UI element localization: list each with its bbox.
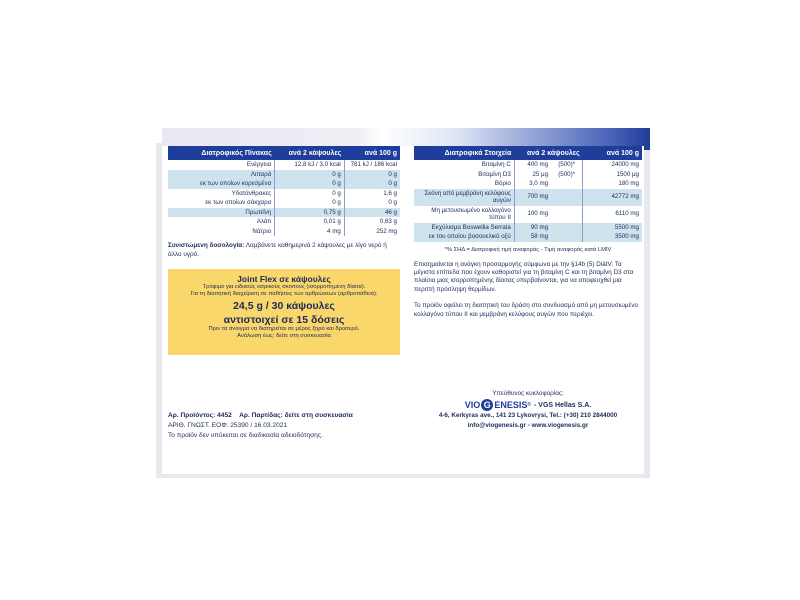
nutrition-row xyxy=(168,170,400,180)
nutrition-per100: 0,63 g xyxy=(344,217,400,227)
nutrition-per100: 0 g xyxy=(344,198,400,208)
nutrition-header-per100: ανά 100 g xyxy=(344,146,400,160)
nutrients-rv xyxy=(551,223,583,233)
nutrients-label: εκ του οποίου βοσουελικό οξύ xyxy=(414,232,514,242)
responsible-label: Υπεύθυνος κυκλοφορίας: xyxy=(492,390,564,397)
nutrition-row xyxy=(168,179,400,189)
nutrition-label: Ενέργεια xyxy=(246,161,272,168)
nutrition-header-label: Διατροφικός Πίνακας xyxy=(168,146,275,160)
nutrition-table xyxy=(168,146,400,236)
adjustment-note: Επισημαίνεται η ανάγκη προσαρμογής σύμφωνα με την §14b (5) DiätV: Τα μέγιστα επίπεδα που έχουν καθοριστεί για τη βιταμίνη C και τη βιταμίνη D3 στα πλαίσια μιας ισορροπημένης δίαιτας υπερβαίνονται, για να αποφευχθεί μια περιττή πρόσληψη θερμίδων. xyxy=(414,260,634,293)
nutrients-body xyxy=(414,160,642,242)
nutrition-per100: 252 mg xyxy=(344,227,400,237)
nutrition-label: Νάτριο xyxy=(252,227,272,235)
eof-number: ΑΡΙΘ. ΓΝΩΣΤ. ΕΟΦ: 25390 / 16.03.2021 xyxy=(168,422,288,429)
nutrition-row xyxy=(168,227,400,237)
nutrition-per100: 46 g xyxy=(344,208,400,218)
nutrients-row xyxy=(414,179,642,189)
product-line-3: Πριν τα άνοιγμα να διατηρείται σε μέρος ξηρό και δροσερό. xyxy=(208,326,360,332)
nutrition-row xyxy=(168,217,400,227)
nutrition-label: εκ των οποίων σάκχαρα xyxy=(205,199,272,206)
nutrition-per2: 0,01 g xyxy=(275,217,345,227)
nutrients-rv xyxy=(551,232,583,242)
nutrients-header-per100: ανά 100 g xyxy=(583,146,642,160)
nutrition-per100: 1,6 g xyxy=(344,189,400,199)
company-contact: info@viogenesis.gr - www.viogenesis.gr xyxy=(467,421,589,429)
nutrients-row xyxy=(414,170,642,180)
nutrients-footnote: *% ΣΗΔ = Διατροφική τιμή αναφοράς - Τιμή αναφοράς κατά LMIV xyxy=(444,246,612,253)
nutrition-per100: 0 g xyxy=(344,179,400,189)
nutrients-label: Μη μετουσιωμένο κολλαγόνο τύπου II xyxy=(431,206,511,221)
nutrients-row xyxy=(414,206,642,223)
product-info xyxy=(168,411,408,441)
nutrition-row xyxy=(168,189,400,199)
nutrition-per2: 0 g xyxy=(275,198,345,208)
nutrients-label: Εκχύλισμα Boswellia Serrata xyxy=(414,223,514,233)
nutrients-per2: 400 mg xyxy=(514,160,551,170)
company-name: - VGS Hellas S.A. xyxy=(534,401,592,409)
nutrients-per100: 1500 μg xyxy=(583,170,642,180)
product-codes xyxy=(168,411,408,421)
nutrients-header-per2: ανά 2 κάψουλες xyxy=(514,146,582,160)
nutrition-label: Αλάτι xyxy=(256,218,272,225)
nutrition-per100: 781 kJ / 186 kcal xyxy=(344,160,400,170)
logo-vio: VIO xyxy=(464,400,481,410)
nutrients-row xyxy=(414,160,642,170)
logo-g-icon: G xyxy=(481,399,493,411)
nutrition-header xyxy=(168,146,400,160)
nutrients-per100: 180 mg xyxy=(583,179,642,189)
product-line-2: Για τη διαιτητική διαχείριση σε παθήσεις των αρθρώσεων (αρθροπάθεια). xyxy=(190,291,378,297)
product-quantity: 24,5 g / 30 κάψουλες xyxy=(233,300,335,312)
nutrients-per100: 42772 mg xyxy=(583,189,642,206)
nutrition-label: εκ των οποίων κορεσμένα xyxy=(168,179,275,189)
nutrients-per2: 58 mg xyxy=(514,232,551,242)
nutrients-per100: 6110 mg xyxy=(583,206,642,223)
nutrients-label: Βιταμίνη C xyxy=(481,161,511,168)
nutrition-per2: 0 g xyxy=(275,179,345,189)
action-note: Το προϊόν οφείλει τη διαιτητική του δράση στο συνδυασμό από μη μετουσιωμένο κολλαγόνο τύπου II και μεμβράνη κελύφους αυγών που περιέχει. xyxy=(414,302,638,318)
product-line-1: Τρόφιμο για ειδικούς ιατρικούς σκοπούς (ισορροπημένη δίαιτα). xyxy=(202,284,366,290)
nutrients-per100: 5500 mg xyxy=(583,223,642,233)
nutrition-per2: 4 mg xyxy=(275,227,345,237)
nutrients-rv xyxy=(551,189,583,206)
nutrients-per2: 700 mg xyxy=(514,189,551,206)
product-title: Joint Flex σε κάψουλες xyxy=(237,274,331,284)
dosage-text xyxy=(168,242,400,259)
dosage-label: Συνιστώμενη δοσολογία: xyxy=(168,242,245,249)
product-line-4: Ανάλωση έως: δείτε στη συσκευασία xyxy=(237,333,331,339)
nutrients-table xyxy=(414,146,642,242)
nutrients-rv: (500)* xyxy=(558,170,576,178)
nutrition-header-per2: ανά 2 κάψουλες xyxy=(275,146,345,160)
right-column xyxy=(414,146,642,319)
nutrients-row xyxy=(414,223,642,233)
nutrition-row xyxy=(168,198,400,208)
nutrition-label: Λιπαρά xyxy=(168,170,275,180)
nutrients-header-label: Διατροφικά Στοιχεία xyxy=(414,146,514,160)
nutrients-per100: 3500 mg xyxy=(583,232,642,242)
nutrition-body xyxy=(168,160,400,236)
nutrition-row xyxy=(168,208,400,218)
licence-notice: Το προϊόν δεν υπόκειται σε διαδικασία αδειοδότησης. xyxy=(168,432,323,439)
nutrition-row xyxy=(168,160,400,170)
logo-enesis: ENESIS xyxy=(494,400,528,410)
nutrients-label: Σκόνη από μεμβράνη κελύφους αυγών xyxy=(414,189,514,206)
nutrients-header xyxy=(414,146,642,160)
left-column xyxy=(168,146,400,355)
company-address: 4-6, Kerkyras ave., 141 23 Lykovrysi, Tel.: (+30) 210 2844000 xyxy=(438,412,618,419)
nutrients-per2: 90 mg xyxy=(514,223,551,233)
nutrition-per2: 12,8 kJ / 3,0 kcal xyxy=(275,160,345,170)
company-block xyxy=(414,390,642,430)
nutrients-rv xyxy=(551,206,583,223)
nutrients-rv xyxy=(551,179,583,189)
nutrients-label: Βόριο xyxy=(494,180,511,187)
product-doses: αντιστοιχεί σε 15 δόσεις xyxy=(223,314,345,326)
company-logo xyxy=(414,399,642,411)
nutrients-per2: 100 mg xyxy=(514,206,551,223)
nutrition-label: Υδατάνθρακες xyxy=(231,189,272,197)
nutrients-per2: 25 μg xyxy=(514,170,551,180)
nutrients-row xyxy=(414,189,642,206)
nutrition-per2: 0,75 g xyxy=(275,208,345,218)
nutrients-per2: 3,0 mg xyxy=(514,179,551,189)
logo-registered: ® xyxy=(527,402,532,408)
nutrients-label: Βιταμίνη D3 xyxy=(478,170,511,178)
nutrition-per2: 0 g xyxy=(275,170,345,180)
nutrients-per100: 24000 mg xyxy=(583,160,642,170)
package-back-panel xyxy=(162,146,644,474)
product-number: Αρ. Προϊόντος: 4452 xyxy=(168,412,232,419)
nutrients-rv: (500)* xyxy=(558,161,576,168)
nutrition-per2: 0 g xyxy=(275,189,345,199)
batch-number: Αρ. Παρτίδας: δείτε στη συσκευασία xyxy=(239,412,353,419)
nutrition-label: Πρωτεΐνη xyxy=(168,208,275,218)
product-box xyxy=(168,269,400,355)
dosage-body: Λαμβάνετε καθημερινά 2 κάψουλες με λίγο νερό ή άλλο υγρό. xyxy=(168,242,387,258)
nutrients-row xyxy=(414,232,642,242)
nutrition-per100: 0 g xyxy=(344,170,400,180)
